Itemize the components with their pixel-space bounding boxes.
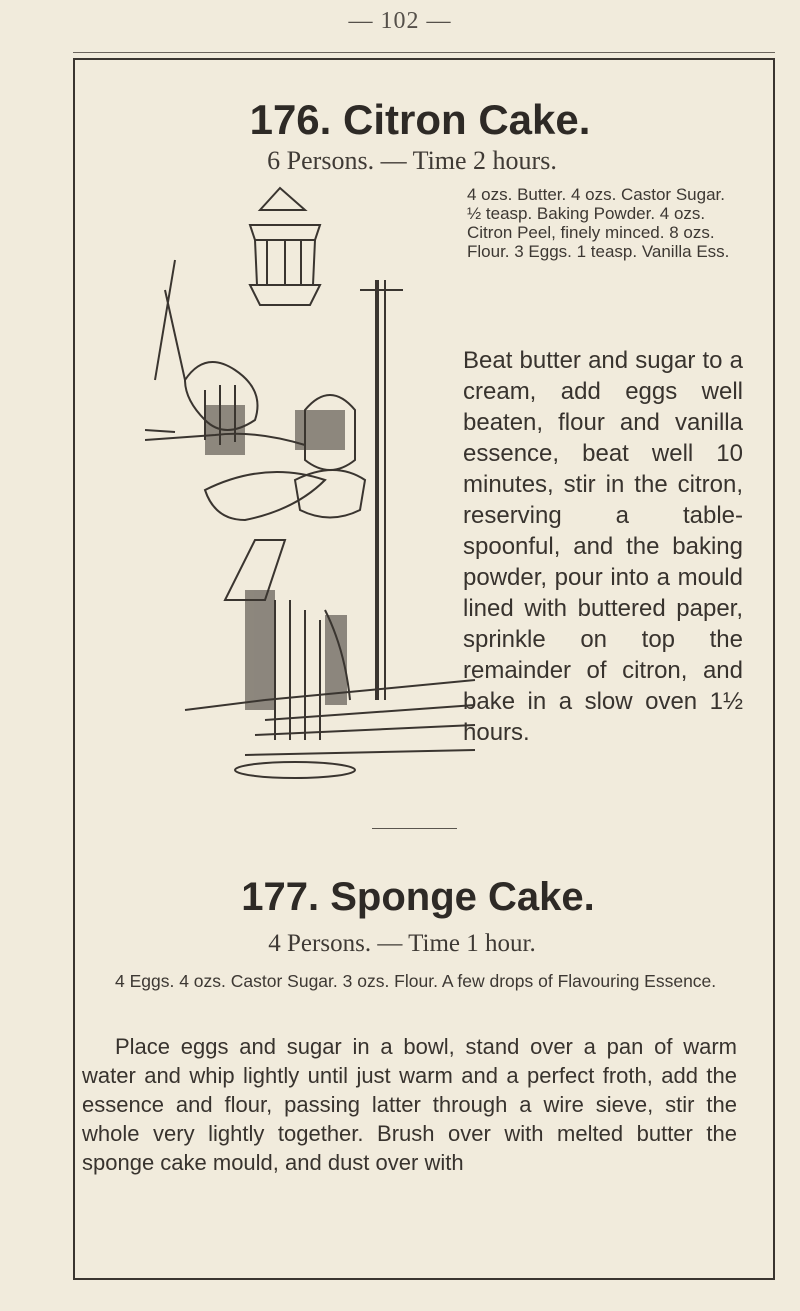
- recipe-177-subtitle: 4 Persons. — Time 1 hour.: [268, 930, 536, 957]
- frame-top-rule: [73, 52, 775, 53]
- section-divider: [372, 828, 457, 829]
- recipe-176-ingredients: 4 ozs. Butter. 4 ozs. Castor Sugar. ½ teasp. Baking Powder. 4 ozs. Citron Peel, finely minced. 8 ozs. Flour. 3 Eggs. 1 teasp. Vanilla Ess.: [467, 185, 730, 261]
- recipe-177-title: 177. Sponge Cake.: [241, 875, 595, 919]
- recipe-176-method: Beat butter and sugar to a cream, add eggs well beaten, flour and vanilla essence, beat well 10 minutes, stir in the citron, reserving a table-spoonful, and the baking powder, pour into a mould lined with buttered paper, sprinkle on top the remainder of citron, and bake in a slow oven 1½ hours.: [463, 347, 743, 746]
- recipe-176-title: 176. Citron Cake.: [249, 96, 591, 143]
- recipe-176-subtitle: 6 Persons. — Time 2 hours.: [267, 146, 557, 175]
- recipe-177-method: Place eggs and sugar in a bowl, stand over a pan of warm water and whip lightly until just warm and a perfect froth, add the essence and flour, passing latter through a wire sieve, stir the whole very lightly together. Brush over with melted butter the sponge cake mould, and dust over with: [82, 1034, 737, 1175]
- page-number: — 102 —: [348, 8, 452, 34]
- recipe-177-ingredients: 4 Eggs. 4 ozs. Castor Sugar. 3 ozs. Flour. A few drops of Flavouring Essence.: [115, 971, 717, 991]
- garden-urn-illustration: [145, 180, 485, 780]
